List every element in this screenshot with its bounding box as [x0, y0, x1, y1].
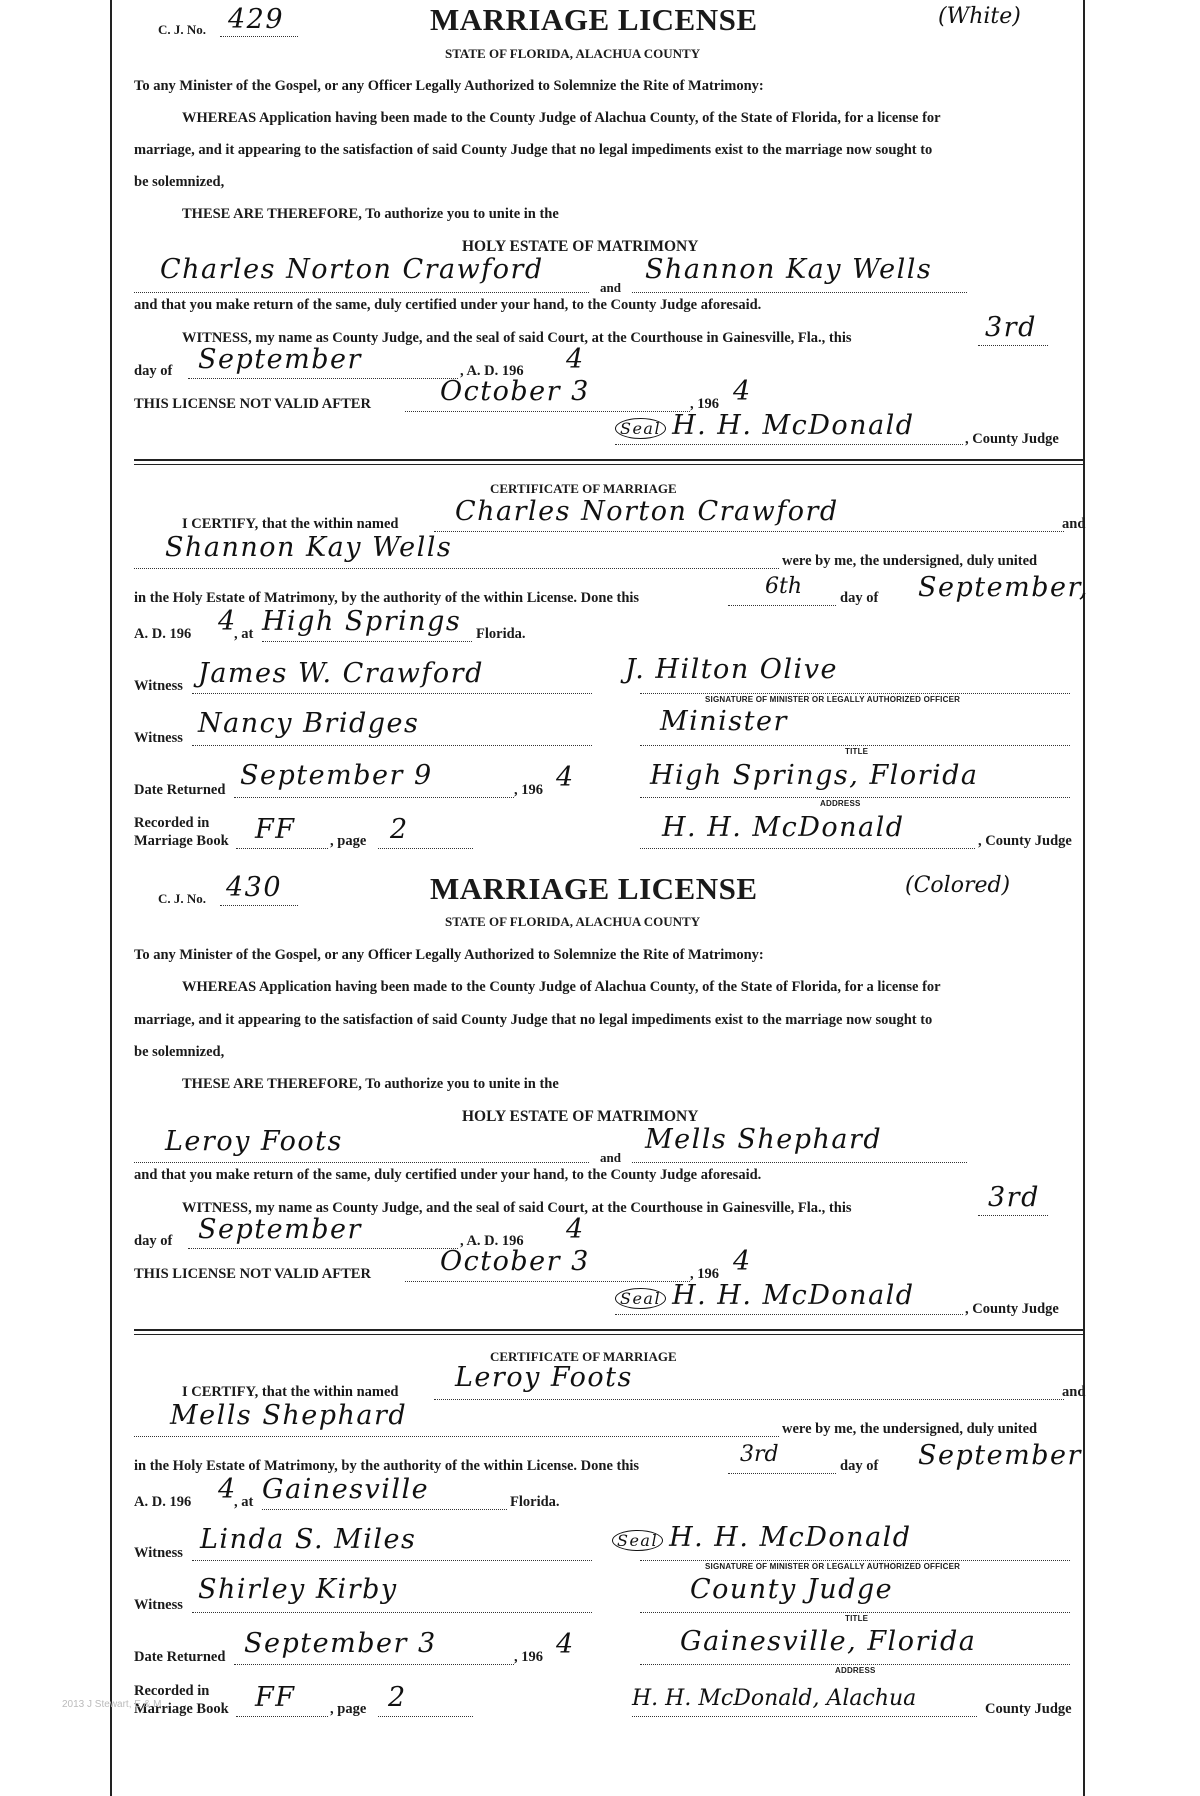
and-label: and	[600, 1150, 621, 1165]
cert-judge-signature: H. H. McDonald	[662, 812, 905, 843]
certificate-heading: CERTIFICATE OF MARRIAGE	[490, 481, 677, 496]
cert-county-judge: , County Judge	[978, 833, 1072, 849]
whereas-line-3: be solemnized,	[134, 174, 225, 190]
license-subtitle: STATE OF FLORIDA, ALACHUA COUNTY	[445, 46, 701, 61]
certify-label: I CERTIFY, that the within named	[182, 1384, 399, 1400]
license-title: MARRIAGE LICENSE	[430, 2, 758, 37]
witness-label-1: Witness	[134, 1545, 183, 1561]
holy-estate-heading: HOLY ESTATE OF MATRIMONY	[462, 238, 699, 255]
day-of-label: day of	[134, 1233, 173, 1249]
cert-groom: Leroy Foots	[455, 1362, 633, 1393]
cert-ad: A. D. 196	[134, 626, 192, 642]
therefore-line: THESE ARE THEREFORE, To authorize you to unite in the	[182, 206, 559, 222]
date-year-digit: 4	[556, 762, 575, 793]
officer-signature: Seal H. H. McDonald	[612, 1522, 912, 1553]
address-caption: ADDRESS	[835, 1666, 876, 1675]
judge-signature: Seal H. H. McDonald	[615, 1280, 915, 1311]
recorded-in: Recorded in	[134, 815, 210, 831]
book-value: FF	[255, 1682, 296, 1713]
cert-day-of: day of	[840, 1458, 879, 1474]
race-note: (Colored)	[905, 873, 1011, 898]
cert-and: and	[1062, 516, 1086, 532]
whereas-line-2: marriage, and it appearing to the satisfaction of said County Judge that no legal impediments exist to the marriage now sought to	[134, 1012, 933, 1028]
certify-label: I CERTIFY, that the within named	[182, 516, 399, 532]
date-year-prefix: , 196	[514, 1649, 543, 1665]
month: September	[198, 344, 362, 375]
marriage-book-label: Marriage Book	[134, 833, 229, 849]
county-judge-label: , County Judge	[965, 1301, 1059, 1317]
valid-year-prefix: , 196	[690, 1266, 719, 1282]
cert-place: Gainesville	[262, 1474, 430, 1505]
cert-year-digit: 4	[218, 606, 237, 637]
license-title: MARRIAGE LICENSE	[430, 871, 758, 906]
witness-1: Linda S. Miles	[200, 1524, 417, 1555]
cert-at: , at	[234, 626, 254, 642]
whereas-line-1: WHEREAS Application having been made to the County Judge of Alachua County, of the State of Florida, for a license for	[182, 979, 941, 995]
valid-after-date: October 3	[440, 1246, 590, 1277]
county-judge-label: , County Judge	[965, 431, 1059, 447]
were-by-me: were by me, the undersigned, duly united	[782, 1421, 1038, 1437]
bride-name: Shannon Kay Wells	[645, 254, 933, 285]
witness-label-1: Witness	[134, 678, 183, 694]
cj-label: C. J. No.	[158, 891, 207, 906]
in-holy-line: in the Holy Estate of Matrimony, by the authority of the within License. Done this	[134, 1458, 640, 1474]
cert-county-judge: County Judge	[985, 1701, 1072, 1717]
section-divider-thin	[134, 1334, 1084, 1335]
year-digit: 4	[566, 344, 585, 375]
date-year-prefix: , 196	[514, 782, 543, 798]
witness-line: WITNESS, my name as County Judge, and the seal of said Court, at the Courthouse in Gainesville, Fla., this	[182, 330, 852, 346]
day-of-label: day of	[134, 363, 173, 379]
month: September	[198, 1214, 362, 1245]
in-holy-line: in the Holy Estate of Matrimony, by the authority of the within License. Done this	[134, 590, 640, 606]
section-divider	[134, 459, 1084, 461]
groom-name: Charles Norton Crawford	[160, 254, 544, 285]
groom-name: Leroy Foots	[165, 1126, 343, 1157]
ad-label: , A. D. 196	[460, 363, 524, 379]
holy-estate-heading: HOLY ESTATE OF MATRIMONY	[462, 1108, 699, 1125]
therefore-line: THESE ARE THEREFORE, To authorize you to unite in the	[182, 1076, 559, 1092]
witness-label-2: Witness	[134, 1597, 183, 1613]
were-by-me: were by me, the undersigned, duly united	[782, 553, 1038, 569]
officer-address: Gainesville, Florida	[680, 1626, 977, 1657]
valid-year-prefix: , 196	[690, 396, 719, 412]
officer-title: County Judge	[690, 1574, 894, 1605]
day-ordinal: 3rd	[985, 312, 1037, 343]
watermark: 2013 J Stewart, E & M	[62, 1699, 162, 1710]
cert-bride: Mells Shephard	[170, 1400, 408, 1431]
seal-mark: Seal	[615, 1288, 666, 1309]
address-line: To any Minister of the Gospel, or any Officer Legally Authorized to Solemnize the Rite of Matrimony:	[134, 947, 764, 963]
return-line: and that you make return of the same, duly certified under your hand, to the County Judge aforesaid.	[134, 297, 762, 313]
witness-2: Nancy Bridges	[198, 708, 420, 739]
whereas-line-1: WHEREAS Application having been made to the County Judge of Alachua County, of the State of Florida, for a license for	[182, 110, 941, 126]
officer-title: Minister	[660, 706, 788, 737]
book-value: FF	[255, 814, 296, 845]
witness-2: Shirley Kirby	[198, 1574, 398, 1605]
page-value: 2	[390, 814, 409, 845]
officer-address: High Springs, Florida	[650, 760, 979, 791]
recorded-in: Recorded in	[134, 1683, 210, 1699]
cert-day-of: day of	[840, 590, 879, 606]
whereas-line-3: be solemnized,	[134, 1044, 225, 1060]
judge-signature: Seal H. H. McDonald	[615, 410, 915, 441]
race-note: (White)	[938, 4, 1021, 29]
cert-groom: Charles Norton Crawford	[455, 496, 839, 527]
bride-name: Mells Shephard	[645, 1124, 883, 1155]
valid-year-digit: 4	[733, 1246, 752, 1277]
cert-year-digit: 4	[218, 1474, 237, 1505]
cert-and: and	[1062, 1384, 1086, 1400]
address-line: To any Minister of the Gospel, or any Officer Legally Authorized to Solemnize the Rite of Matrimony:	[134, 78, 764, 94]
date-returned-label: Date Returned	[134, 782, 226, 798]
witness-label-2: Witness	[134, 730, 183, 746]
certificate-heading: CERTIFICATE OF MARRIAGE	[490, 1349, 677, 1364]
cert-florida: Florida.	[510, 1494, 560, 1510]
signature-caption: SIGNATURE OF MINISTER OR LEGALLY AUTHORIZED OFFICER	[705, 695, 961, 704]
cert-place: High Springs	[262, 606, 462, 637]
page-label: , page	[330, 1701, 367, 1717]
cert-judge-signature: H. H. McDonald, Alachua	[632, 1686, 917, 1711]
date-returned: September 3	[244, 1628, 437, 1659]
title-caption: TITLE	[845, 747, 869, 756]
valid-after-date: October 3	[440, 376, 590, 407]
cj-label: C. J. No.	[158, 22, 207, 37]
witness-1: James W. Crawford	[198, 658, 484, 689]
cert-florida: Florida.	[476, 626, 526, 642]
whereas-line-2: marriage, and it appearing to the satisfaction of said County Judge that no legal impediments exist to the marriage now sought to	[134, 142, 933, 158]
date-returned: September 9	[240, 760, 433, 791]
address-caption: ADDRESS	[820, 799, 861, 808]
cert-month: September	[918, 1440, 1082, 1471]
valid-year-digit: 4	[733, 376, 752, 407]
page-label: , page	[330, 833, 367, 849]
cert-day: 3rd	[740, 1442, 779, 1467]
cert-month: September,	[918, 572, 1089, 603]
ad-label: , A. D. 196	[460, 1233, 524, 1249]
seal-mark: Seal	[612, 1530, 663, 1551]
section-divider-thin	[134, 464, 1084, 465]
signature-caption: SIGNATURE OF MINISTER OR LEGALLY AUTHORIZED OFFICER	[705, 1562, 961, 1571]
cert-bride: Shannon Kay Wells	[165, 532, 453, 563]
cj-number: 429	[228, 4, 285, 35]
cj-number: 430	[226, 872, 283, 903]
and-label: and	[600, 280, 621, 295]
license-subtitle: STATE OF FLORIDA, ALACHUA COUNTY	[445, 914, 701, 929]
officer-signature: J. Hilton Olive	[625, 654, 838, 685]
date-year-digit: 4	[556, 1629, 575, 1660]
date-returned-label: Date Returned	[134, 1649, 226, 1665]
day-ordinal: 3rd	[988, 1182, 1040, 1213]
marriage-book-label: Marriage Book	[134, 1701, 229, 1717]
cert-at: , at	[234, 1494, 254, 1510]
seal-mark: Seal	[615, 418, 666, 439]
title-caption: TITLE	[845, 1614, 869, 1623]
return-line: and that you make return of the same, duly certified under your hand, to the County Judge aforesaid.	[134, 1167, 762, 1183]
cert-day: 6th	[765, 574, 803, 599]
witness-line: WITNESS, my name as County Judge, and the seal of said Court, at the Courthouse in Gainesville, Fla., this	[182, 1200, 852, 1216]
valid-after-label: THIS LICENSE NOT VALID AFTER	[134, 396, 371, 412]
valid-after-label: THIS LICENSE NOT VALID AFTER	[134, 1266, 371, 1282]
year-digit: 4	[566, 1214, 585, 1245]
section-divider	[134, 1329, 1084, 1331]
cert-ad: A. D. 196	[134, 1494, 192, 1510]
page-value: 2	[388, 1682, 407, 1713]
